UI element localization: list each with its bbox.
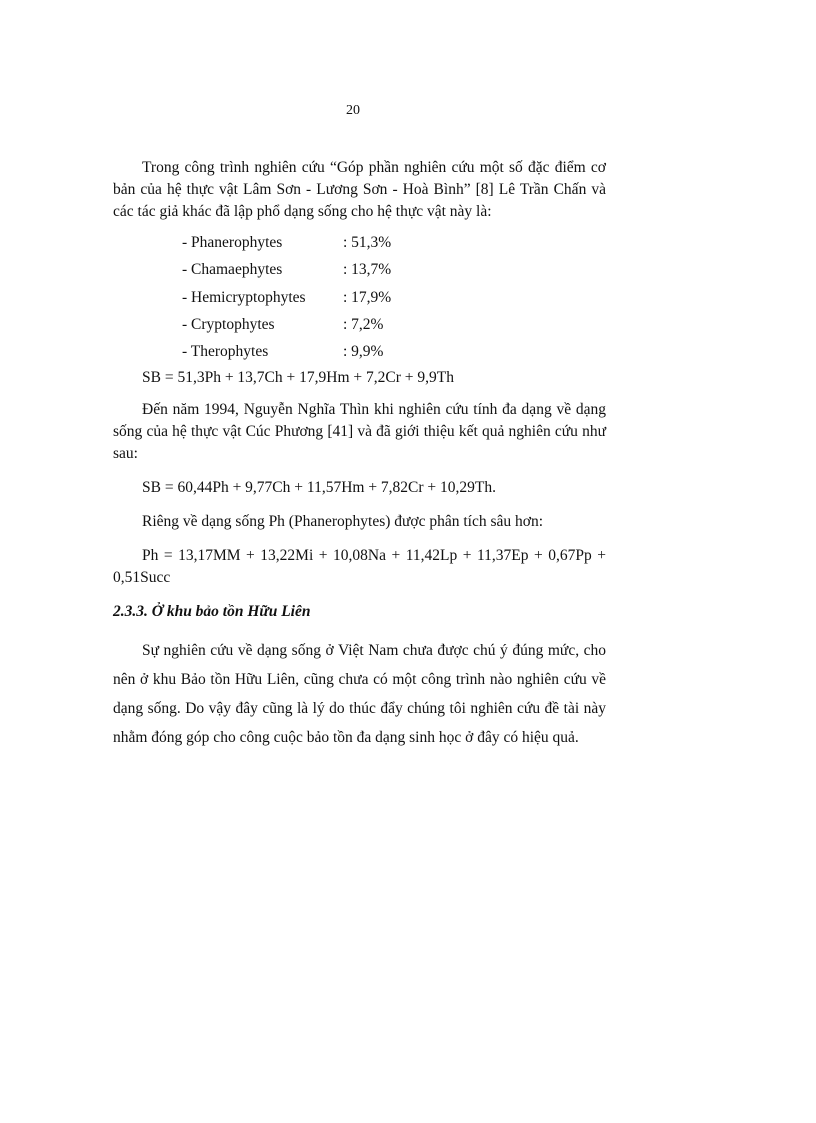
life-form-name: - Therophytes xyxy=(182,343,269,361)
list-item xyxy=(182,284,606,311)
section-heading: 2.3.3. Ở khu bảo tồn Hữu Liên xyxy=(113,603,311,621)
life-form-name: - Cryptophytes xyxy=(182,315,275,333)
paragraph-phanerophytes: Riêng về dạng sống Ph (Phanerophytes) được phân tích sâu hơn: xyxy=(142,513,544,531)
formula-sb-cuc-phuong: SB = 60,44Ph + 9,77Ch + 11,57Hm + 7,82Cr + 10,29Th. xyxy=(142,479,497,497)
paragraph-cuc-phuong: Đến năm 1994, Nguyễn Nghĩa Thìn khi nghiên cứu tính đa dạng về dạng sống của hệ thực vật Cúc Phương [41] và đã giới thiệu kết quả nghiên cứu như sau: xyxy=(113,401,606,463)
life-form-value: : 13,7% xyxy=(343,261,392,279)
life-form-value: : 51,3% xyxy=(343,234,392,251)
intro-paragraph: Trong công trình nghiên cứu “Góp phần nghiên cứu một số đặc điểm cơ bản của hệ thực vật Lâm Sơn - Lương Sơn - Hoà Bình” [8] Lê Trần Chấn và các tác giả khác đã lập phổ dạng sống cho hệ thực vật này là: xyxy=(113,159,606,220)
page-number: 20 xyxy=(346,103,360,118)
list-item xyxy=(182,311,606,338)
formula-sb-lam-son: SB = 51,3Ph + 13,7Ch + 17,9Hm + 7,2Cr + 9,9Th xyxy=(142,369,454,387)
list-item xyxy=(182,338,606,365)
life-form-name: - Phanerophytes xyxy=(182,234,283,251)
life-form-value: : 17,9% xyxy=(343,288,392,306)
paragraph-huu-lien: Sự nghiên cứu về dạng sống ở Việt Nam chưa được chú ý đúng mức, cho nên ở khu Bảo tồn Hữu Liên, cũng chưa có một công trình nào nghiên cứu về dạng sống. Do vậy đây cũng là lý do thúc đẩy chúng tôi nghiên cứu đề tài này nhằm đóng góp cho công cuộc bảo tồn đa dạng sinh học ở đây có hiệu quả. xyxy=(113,642,606,747)
life-form-list xyxy=(182,229,606,365)
life-form-value: : 7,2% xyxy=(343,315,384,333)
life-form-name: - Hemicryptophytes xyxy=(182,288,306,306)
document-body xyxy=(113,157,606,752)
life-form-name: - Chamaephytes xyxy=(182,261,283,279)
list-item xyxy=(182,256,606,283)
life-form-value: : 9,9% xyxy=(343,343,384,361)
list-item xyxy=(182,229,606,256)
formula-ph: Ph = 13,17MM + 13,22Mi + 10,08Na + 11,42Lp + 11,37Ep + 0,67Pp + 0,51Succ xyxy=(113,547,606,587)
